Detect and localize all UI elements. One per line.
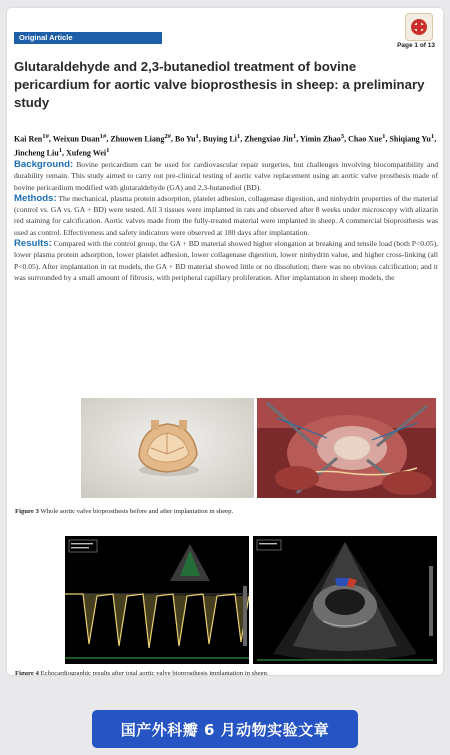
figure-3-caption-text: Whole aortic valve bioprosthesis before and after implantation in sheep. (40, 508, 234, 515)
figure-4-caption (15, 670, 435, 675)
results-text: Compared with the control group, the GA + BD material showed higher elongation at breaking and tensile load (both P<0.05), lower plasma protein adsorption, lower platelet adhesion, lower collagenase digestion, lower ninhydrin value, and higher cross-linking (all P<0.05). After implantation in rat models, the GA + BD material showed little or no dissolution; there was no obvious calcification; and it was surrounded by a small amount of fibrosis, with peripheral capillary proliferation. After implantation in sheep models, the (14, 239, 438, 282)
abstract-methods (14, 193, 438, 238)
figure-4-caption-text: Echocardiographic results after total aortic valve bioprosthesis implantation in sheep. (40, 670, 269, 675)
author-list: Kai Ren$^{1\#}$, Weixun Duan$^{1\#}$, Zhuowen Liang$^{2\#}$, Bo Yu$^1$, Buying Li$^1$, Zhengxiao Jin$^1$, Yimin Zhao$^3$, Chao Xue$^1$, Shiqiang Yu$^1$, Jincheng Liu$^1$, Xufeng Wei$^1$ (14, 133, 437, 158)
section-label: Original Article (14, 32, 162, 44)
results-label: Results: (14, 238, 52, 250)
figure-3-label: Figure 3 (15, 508, 39, 515)
methods-label: Methods: (14, 192, 57, 204)
journal-logo-icon (405, 13, 433, 41)
echo-image (253, 536, 437, 664)
page-indicator: Page 1 of 13 (397, 42, 435, 49)
surgical-photo (257, 398, 436, 498)
methods-text: The mechanical, plasma protein adsorption, platelet adhesion, collagenase digestion, and ninhydrin properties of the material (control vs. GA vs. GA + BD) were tested. All 3 tissues were implanted in rats and observed after 8 weeks under microscopy with alizarin red staining for calcification. Aortic valves made from the fully-treated material were implanted in sheep. A commercial bioprosthesis was used as control. Effectiveness and safety indicators were observed at 180 days after implantation. (14, 193, 438, 237)
doppler-echo-image (65, 536, 249, 664)
figure-4-label: Figure 4 (15, 670, 39, 675)
article-title: Glutaraldehyde and 2,3-butanediol treatment of bovine pericardium for aortic valve bioprosthesis in sheep: a preliminary study (14, 59, 425, 110)
figure-4 (65, 536, 437, 664)
figure-3-caption (15, 508, 435, 515)
figure-3 (81, 398, 436, 498)
chinese-title-banner: 国产外科瓣 6 月动物实验文章 (92, 710, 358, 748)
abstract-background (14, 159, 438, 193)
background-label: Background: (14, 159, 74, 170)
background-text: Bovine pericardium can be used for cardiovascular repair surgeries, but challenges involving biocompatibility and durability remain. This study aimed to carry out pre-clinical testing of aortic valve replacement using an aortic valve prosthesis made of bovine pericardium modified with glutaraldehyde (GA) and 2,3-butanediol (BD). (14, 160, 438, 192)
article-page (7, 8, 443, 675)
abstract-results (14, 238, 438, 283)
valve-photo (81, 398, 254, 498)
abstract (14, 159, 438, 283)
